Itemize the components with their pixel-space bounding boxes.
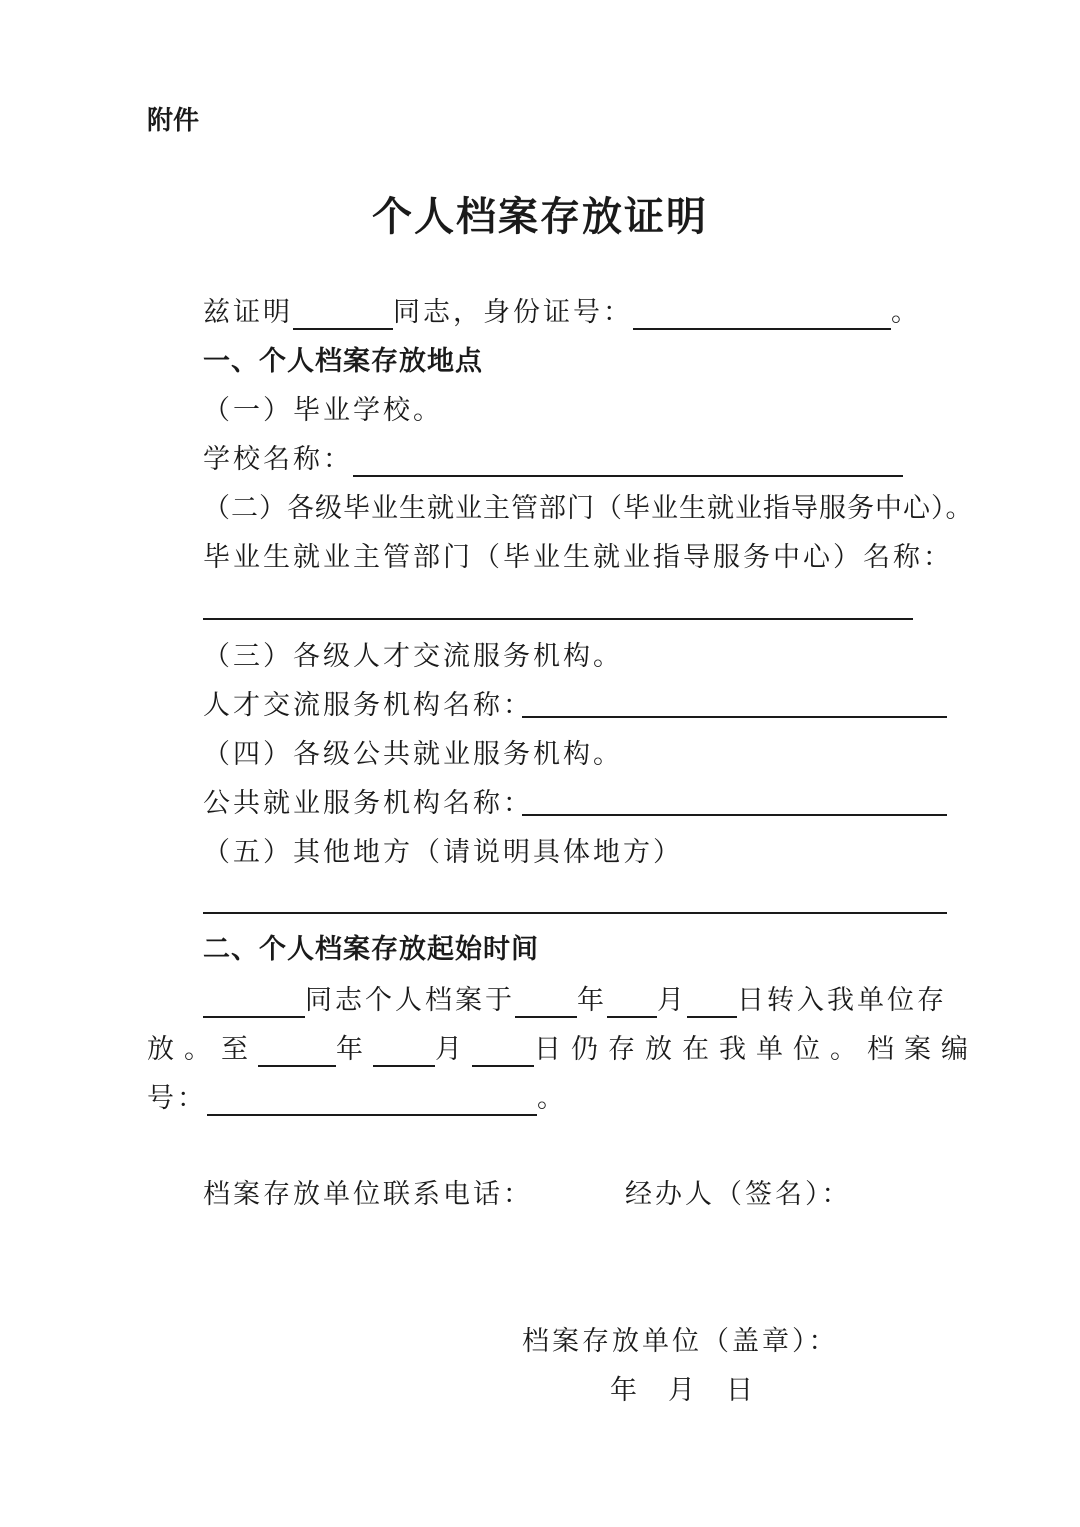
until-day-field[interactable] bbox=[472, 1037, 534, 1067]
start-time-line1 bbox=[203, 984, 947, 1018]
date-line bbox=[610, 1374, 756, 1408]
dept-name-label: 毕业生就业主管部门（毕业生就业指导服务中心）名称： bbox=[203, 542, 953, 573]
school-name-row bbox=[203, 443, 903, 477]
year-label-2: 年 bbox=[336, 1034, 373, 1065]
start-time-text: 同志个人档案于 bbox=[305, 985, 515, 1016]
intro-end: 。 bbox=[891, 297, 921, 328]
id-number-field[interactable] bbox=[633, 300, 891, 330]
talent-name-field[interactable] bbox=[522, 716, 947, 718]
intro-prefix: 兹证明 bbox=[203, 297, 293, 328]
phone-label: 档案存放单位联系电话： bbox=[203, 1179, 533, 1210]
section2-heading: 二、个人档案存放起始时间 bbox=[203, 934, 539, 965]
attachment-label: 附件 bbox=[147, 106, 200, 136]
comrade-name-field-2[interactable] bbox=[203, 988, 305, 1018]
page-title: 个人档案存放证明 bbox=[372, 193, 708, 240]
option-talent-exchange: （三）各级人才交流服务机构。 bbox=[203, 641, 623, 672]
year-label: 年 bbox=[577, 985, 607, 1016]
dept-name-field[interactable] bbox=[203, 618, 913, 620]
until-month-field[interactable] bbox=[373, 1037, 435, 1067]
until-text: 放。至 bbox=[147, 1034, 258, 1065]
month-label-2: 月 bbox=[435, 1034, 472, 1065]
intro-line bbox=[203, 296, 921, 330]
still-stored-text: 日仍存放在我单位。档案编 bbox=[534, 1034, 978, 1065]
transfer-day-field[interactable] bbox=[687, 988, 737, 1018]
talent-name-label: 人才交流服务机构名称： bbox=[203, 690, 533, 721]
option-other: （五）其他地方（请说明具体地方） bbox=[203, 837, 683, 868]
comrade-name-field[interactable] bbox=[293, 300, 393, 330]
month-label: 月 bbox=[657, 985, 687, 1016]
option-public-employment: （四）各级公共就业服务机构。 bbox=[203, 739, 623, 770]
school-name-field[interactable] bbox=[353, 447, 903, 477]
handler-signature-label: 经办人（签名）： bbox=[625, 1179, 852, 1210]
start-time-line2 bbox=[147, 1033, 978, 1067]
archive-number-label: 号： bbox=[147, 1083, 207, 1114]
other-place-field[interactable] bbox=[203, 912, 947, 914]
date-month-label: 月 bbox=[668, 1375, 698, 1406]
until-year-field[interactable] bbox=[258, 1037, 336, 1067]
archive-number-field[interactable] bbox=[207, 1086, 537, 1116]
transfer-year-field[interactable] bbox=[515, 988, 577, 1018]
public-name-field[interactable] bbox=[522, 814, 947, 816]
archive-number-line bbox=[147, 1082, 567, 1116]
stamp-label: 档案存放单位（盖章）： bbox=[522, 1326, 839, 1357]
section1-heading: 一、个人档案存放地点 bbox=[203, 346, 483, 377]
day-transfer-text: 日转入我单位存 bbox=[737, 985, 947, 1016]
option-graduate-school: （一）毕业学校。 bbox=[203, 395, 443, 426]
intro-mid: 同志，身份证号： bbox=[393, 297, 633, 328]
date-day-label: 日 bbox=[726, 1375, 756, 1406]
archive-number-end: 。 bbox=[537, 1083, 567, 1114]
option-employment-dept: （二）各级毕业生就业主管部门（毕业生就业指导服务中心）。 bbox=[203, 493, 974, 524]
public-name-label: 公共就业服务机构名称： bbox=[203, 788, 533, 819]
transfer-month-field[interactable] bbox=[607, 988, 657, 1018]
date-year-label: 年 bbox=[610, 1375, 640, 1406]
school-name-label: 学校名称： bbox=[203, 444, 353, 475]
